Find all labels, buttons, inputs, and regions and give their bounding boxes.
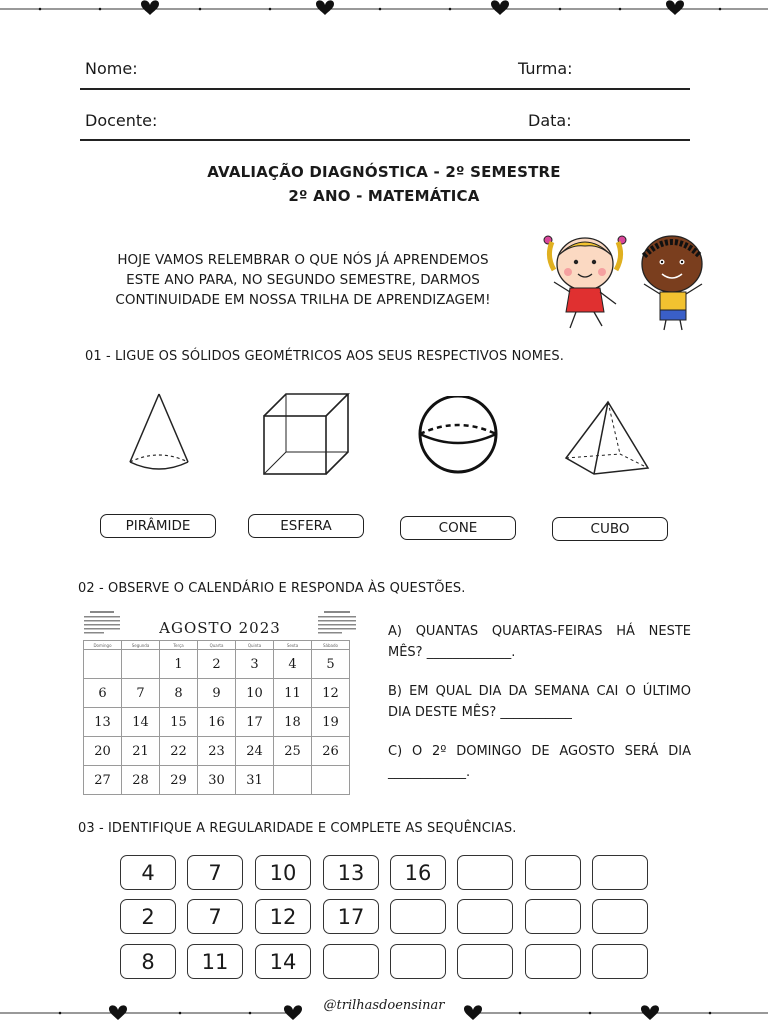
- sequence-box[interactable]: [323, 944, 379, 979]
- calendar-grid: [83, 640, 350, 795]
- top-heart-border: [0, 0, 768, 22]
- intro-text: [88, 250, 518, 310]
- date-label: Data:: [528, 111, 572, 130]
- question-2a: A) QUANTAS QUARTAS-FEIRAS HÁ NESTE MÊS? _____________.: [388, 624, 691, 660]
- calendar-title: AGOSTO 2023: [159, 619, 281, 637]
- sequence-box[interactable]: [592, 944, 648, 979]
- mini-calendar-july: [84, 611, 120, 637]
- weekday-label: Segunda: [122, 641, 160, 650]
- sequence-box[interactable]: [457, 899, 513, 934]
- calendar-day: [312, 766, 350, 795]
- calendar-day: 11: [274, 679, 312, 708]
- question-2c: C) O 2º DOMINGO DE AGOSTO SERÁ DIA ____________.: [388, 744, 691, 780]
- calendar-day: 10: [236, 679, 274, 708]
- calendar-day: 14: [122, 708, 160, 737]
- heart-icon: [666, 0, 684, 15]
- sequence-box: 8: [120, 944, 176, 979]
- sequence-box[interactable]: [390, 899, 446, 934]
- calendar-day: 16: [198, 708, 236, 737]
- sequence-box: 13: [323, 855, 379, 890]
- name-box-esfera[interactable]: ESFERA: [248, 514, 364, 538]
- cone-icon: [122, 390, 196, 474]
- name-box-cubo[interactable]: CUBO: [552, 517, 668, 541]
- calendar-day: 30: [198, 766, 236, 795]
- sequence-box: 14: [255, 944, 311, 979]
- page-title: AVALIAÇÃO DIAGNÓSTICA - 2º SEMESTRE: [207, 163, 561, 181]
- sequence-box: 16: [390, 855, 446, 890]
- weekday-label: Terça: [160, 641, 198, 650]
- cube-icon: [258, 390, 354, 480]
- name-box-cone[interactable]: CONE: [400, 516, 516, 540]
- calendar-day: [84, 650, 122, 679]
- calendar-day: 22: [160, 737, 198, 766]
- sequence-box: 7: [187, 899, 243, 934]
- calendar-day: 3: [236, 650, 274, 679]
- sequence-box: 7: [187, 855, 243, 890]
- sequence-box: 11: [187, 944, 243, 979]
- heart-icon: [491, 0, 509, 15]
- name-box-piramide[interactable]: PIRÂMIDE: [100, 514, 216, 538]
- calendar-day: 1: [160, 650, 198, 679]
- calendar-day: [274, 766, 312, 795]
- calendar-day: 20: [84, 737, 122, 766]
- weekday-label: Quinta: [236, 641, 274, 650]
- question-2-prompt: 02 - OBSERVE O CALENDÁRIO E RESPONDA ÀS QUESTÕES.: [78, 581, 466, 596]
- sequence-box[interactable]: [457, 855, 513, 890]
- sphere-icon: [414, 396, 504, 476]
- calendar-day: 25: [274, 737, 312, 766]
- calendar-day: 4: [274, 650, 312, 679]
- weekday-label: Domingo: [84, 641, 122, 650]
- kids-illustration: [540, 226, 720, 334]
- question-3-prompt: 03 - IDENTIFIQUE A REGULARIDADE E COMPLETE AS SEQUÊNCIAS.: [78, 821, 517, 836]
- calendar-day: 18: [274, 708, 312, 737]
- sequence-box[interactable]: [592, 855, 648, 890]
- calendar-day: 27: [84, 766, 122, 795]
- calendar-day: 2: [198, 650, 236, 679]
- question-1-prompt: 01 - LIGUE OS SÓLIDOS GEOMÉTRICOS AOS SEUS RESPECTIVOS NOMES.: [85, 349, 564, 364]
- calendar-day: 31: [236, 766, 274, 795]
- heart-icon: [141, 0, 159, 15]
- calendar-day: 5: [312, 650, 350, 679]
- calendar-day: 23: [198, 737, 236, 766]
- class-label: Turma:: [518, 59, 573, 78]
- calendar-day: 12: [312, 679, 350, 708]
- sequence-box[interactable]: [592, 899, 648, 934]
- calendar-day: 17: [236, 708, 274, 737]
- sequence-box[interactable]: [457, 944, 513, 979]
- boy-icon: [642, 236, 702, 330]
- sequence-box: 12: [255, 899, 311, 934]
- sequence-box: 10: [255, 855, 311, 890]
- girl-icon: [544, 236, 626, 328]
- weekday-label: Sábado: [312, 641, 350, 650]
- weekday-label: Sexta: [274, 641, 312, 650]
- question-2b: B) EM QUAL DIA DA SEMANA CAI O ÚLTIMO DIA DESTE MÊS? ___________: [388, 684, 691, 720]
- heart-icon: [316, 0, 334, 15]
- calendar-day: [122, 650, 160, 679]
- intro-line: ESTE ANO PARA, NO SEGUNDO SEMESTRE, DARMOS: [126, 272, 480, 288]
- pyramid-icon: [560, 398, 654, 478]
- sequence-box: 2: [120, 899, 176, 934]
- calendar-day: 26: [312, 737, 350, 766]
- mini-calendar-september: [318, 611, 356, 637]
- calendar-day: 8: [160, 679, 198, 708]
- calendar-day: 13: [84, 708, 122, 737]
- intro-line: CONTINUIDADE EM NOSSA TRILHA DE APRENDIZAGEM!: [115, 292, 491, 308]
- sequence-box: 4: [120, 855, 176, 890]
- calendar-day: 9: [198, 679, 236, 708]
- calendar-day: 15: [160, 708, 198, 737]
- calendar-day: 24: [236, 737, 274, 766]
- sequence-box[interactable]: [525, 944, 581, 979]
- page-subtitle: 2º ANO - MATEMÁTICA: [288, 187, 480, 205]
- calendar-day: 29: [160, 766, 198, 795]
- name-label: Nome:: [85, 59, 138, 78]
- intro-line: HOJE VAMOS RELEMBRAR O QUE NÓS JÁ APRENDEMOS: [117, 252, 489, 268]
- sequence-box[interactable]: [390, 944, 446, 979]
- footer-handle: @trilhasdoensinar: [323, 998, 445, 1013]
- calendar-day: 28: [122, 766, 160, 795]
- teacher-line[interactable]: [80, 139, 690, 141]
- weekday-label: Quarta: [198, 641, 236, 650]
- sequence-box: 17: [323, 899, 379, 934]
- calendar-day: 19: [312, 708, 350, 737]
- calendar-day: 21: [122, 737, 160, 766]
- sequence-box[interactable]: [525, 855, 581, 890]
- teacher-label: Docente:: [85, 111, 158, 130]
- name-line[interactable]: [80, 88, 690, 90]
- calendar-day: 6: [84, 679, 122, 708]
- calendar-day: 7: [122, 679, 160, 708]
- sequence-box[interactable]: [525, 899, 581, 934]
